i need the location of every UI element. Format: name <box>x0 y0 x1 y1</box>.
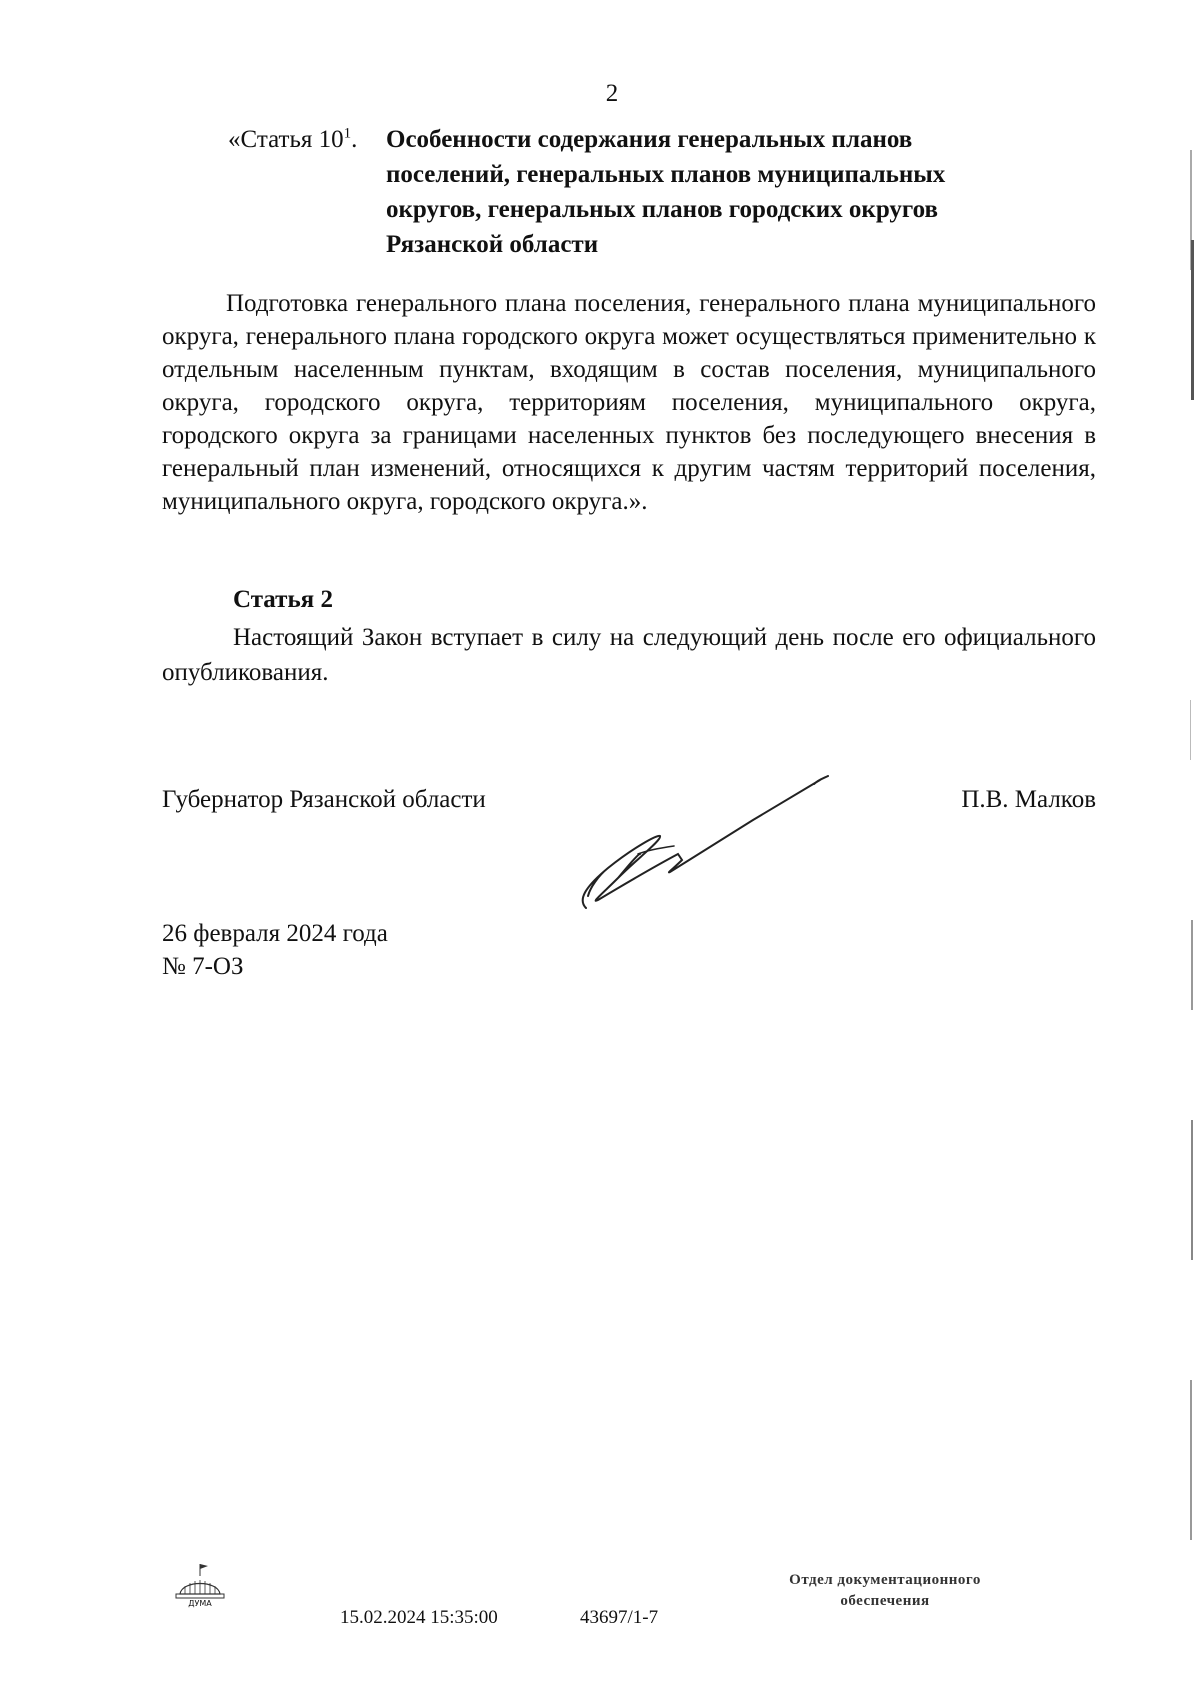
section-2-text: Настоящий Закон вступает в силу на следующий день после его официального опубликования. <box>162 624 1096 686</box>
page-number: 2 <box>605 80 619 107</box>
article-title <box>386 122 1026 262</box>
section-2-heading: Статья 2 <box>233 586 333 613</box>
document-number: № 7-ОЗ <box>162 953 244 980</box>
article-title-line: Особенности содержания генеральных планов <box>386 126 913 153</box>
document-date: 26 февраля 2024 года <box>162 920 388 947</box>
footer-department-stamp <box>745 1570 1025 1612</box>
article-title-line: поселений, генеральных планов муниципальных <box>386 161 946 188</box>
handwritten-signature <box>578 750 838 920</box>
article-heading <box>228 122 1028 262</box>
article-number <box>228 122 386 157</box>
footer-department-line: обеспечения <box>840 1593 930 1609</box>
scan-edge-artifact <box>1186 0 1198 1695</box>
duma-logo-label: ДУМА <box>188 1599 212 1608</box>
article-number-text: «Статья 10 <box>228 126 344 153</box>
footer-department-line: Отдел документационного <box>789 1572 981 1588</box>
article-number-suffix: . <box>351 126 358 153</box>
article-body-paragraph: Подготовка генерального плана поселения, генерального плана муниципального округа, генерального плана городского округа может осуществляться применительно к отдельным населенным пунктам, входящим в состав поселения, муниципального округа, городского округа, территориям поселения, муниципального округа, городского округа за границами населенных пунктов без последующего внесения в генеральный план изменений, относящихся к другим частям территорий поселения, муниципального округа, городского округа.». <box>162 290 1096 515</box>
footer-registration-number: 43697/1-7 <box>580 1607 659 1628</box>
article-title-line: Рязанской области <box>386 231 599 258</box>
duma-logo <box>170 1562 230 1617</box>
article-title-line: округов, генеральных планов городских округов <box>386 196 939 223</box>
article-number-superscript: 1 <box>343 125 352 142</box>
footer-timestamp: 15.02.2024 15:35:00 <box>340 1607 498 1628</box>
signer-name: П.В. Малков <box>961 786 1096 813</box>
signer-title: Губернатор Рязанской области <box>162 786 486 813</box>
